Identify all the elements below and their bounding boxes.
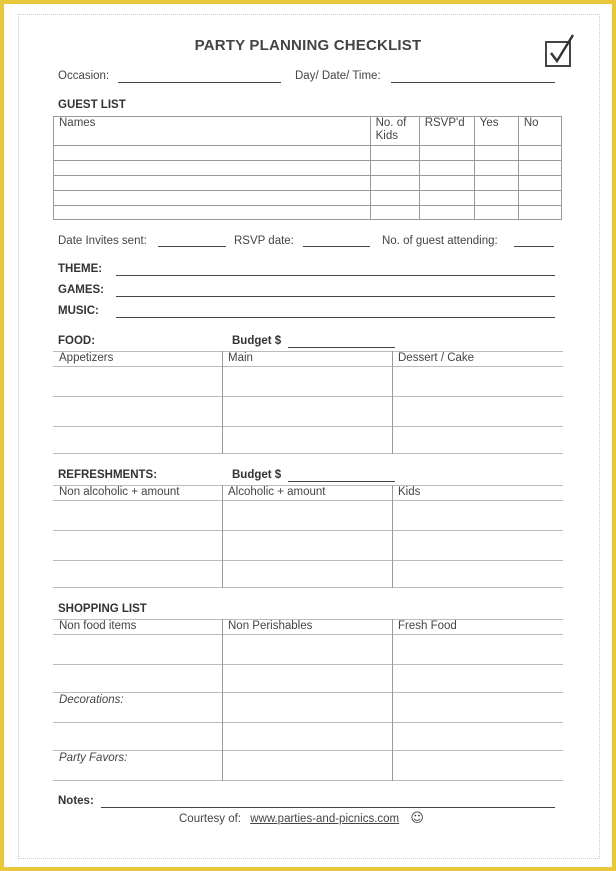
- refreshments-heading: REFRESHMENTS:: [58, 469, 158, 481]
- guest-header-row: [54, 117, 562, 146]
- col-main: Main: [228, 352, 253, 364]
- table-row[interactable]: [54, 161, 562, 176]
- rsvp-date-label: RSVP date:: [234, 235, 294, 247]
- attending-label: No. of guest attending:: [382, 235, 498, 247]
- col-yes: Yes: [474, 117, 518, 146]
- refreshments-budget-field[interactable]: [288, 481, 395, 482]
- occasion-label: Occasion:: [58, 70, 110, 82]
- date-label: Day/ Date/ Time:: [295, 70, 381, 82]
- games-label: GAMES:: [58, 284, 104, 296]
- notes-label: Notes:: [58, 795, 94, 807]
- date-field[interactable]: [391, 82, 555, 83]
- table-row[interactable]: [54, 176, 562, 191]
- shopping-table: [53, 619, 563, 781]
- music-label: MUSIC:: [58, 305, 99, 317]
- food-heading: FOOD:: [58, 335, 96, 347]
- food-table: [53, 351, 563, 454]
- table-row[interactable]: [54, 146, 562, 161]
- games-field[interactable]: [116, 296, 555, 297]
- col-non-alcoholic: Non alcoholic + amount: [59, 486, 180, 498]
- guest-list-table: [53, 116, 562, 220]
- food-budget-field[interactable]: [288, 347, 395, 348]
- checklist-page: [4, 4, 612, 867]
- table-row[interactable]: [54, 206, 562, 220]
- refreshments-budget-label: Budget $: [232, 469, 282, 481]
- col-non-perishables: Non Perishables: [228, 620, 313, 632]
- courtesy-label: Courtesy of:: [179, 813, 241, 825]
- refreshments-table: [53, 485, 563, 588]
- col-rsvpd: RSVP'd: [419, 117, 474, 146]
- col-non-food: Non food items: [59, 620, 137, 632]
- occasion-field[interactable]: [118, 82, 281, 83]
- smiley-icon: ☺: [410, 811, 424, 826]
- table-row[interactable]: [54, 191, 562, 206]
- footer: [179, 811, 424, 826]
- col-dessert: Dessert / Cake: [398, 352, 475, 364]
- col-alcoholic: Alcoholic + amount: [228, 486, 326, 498]
- decorations-label: Decorations:: [59, 694, 124, 706]
- attending-field[interactable]: [514, 246, 554, 247]
- col-fresh-food: Fresh Food: [398, 620, 457, 632]
- rsvp-date-field[interactable]: [303, 246, 370, 247]
- invites-sent-label: Date Invites sent:: [58, 235, 147, 247]
- party-favors-label: Party Favors:: [59, 752, 128, 764]
- col-kids: No. of Kids: [370, 117, 419, 146]
- music-field[interactable]: [116, 317, 555, 318]
- website-link[interactable]: www.parties-and-picnics.com: [250, 813, 400, 825]
- col-no: No: [518, 117, 561, 146]
- checkmark-icon: [545, 41, 571, 67]
- invites-sent-field[interactable]: [158, 246, 226, 247]
- theme-label: THEME:: [58, 263, 103, 275]
- col-appetizers: Appetizers: [59, 352, 114, 364]
- food-budget-label: Budget $: [232, 335, 282, 347]
- notes-field[interactable]: [101, 807, 555, 808]
- theme-field[interactable]: [116, 275, 555, 276]
- shopping-heading: SHOPPING LIST: [58, 603, 147, 615]
- col-kids-drinks: Kids: [398, 486, 421, 498]
- col-names: Names: [54, 117, 371, 146]
- guest-list-heading: GUEST LIST: [58, 99, 126, 111]
- page-title: PARTY PLANNING CHECKLIST: [194, 37, 422, 54]
